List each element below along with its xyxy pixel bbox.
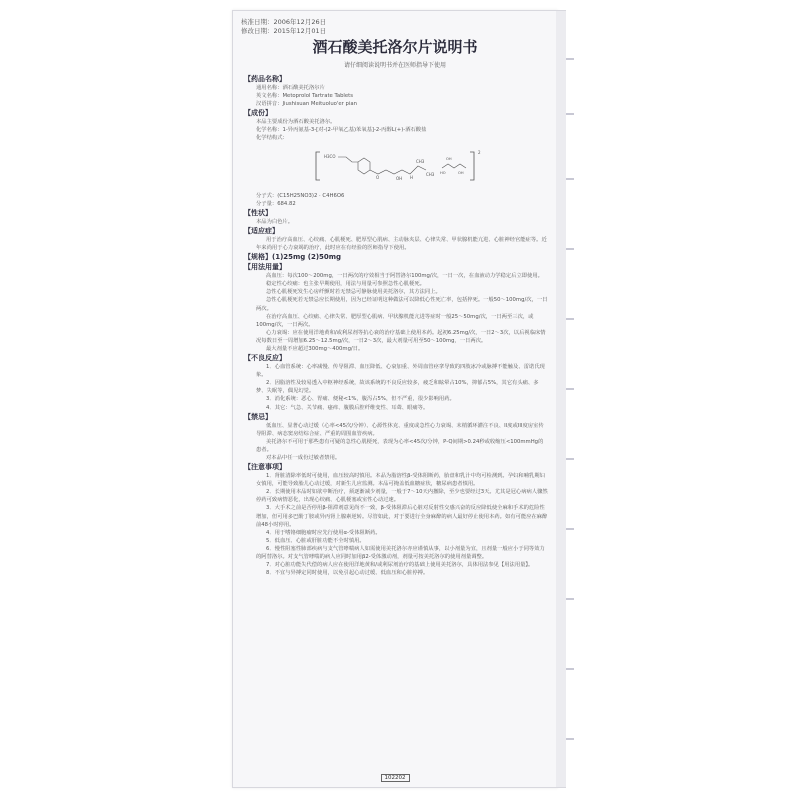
document-title: 酒石酸美托洛尔片说明书: [312, 38, 478, 56]
section-heading-indications: 【适应症】: [244, 226, 279, 235]
dosage-paragraph: 在治疗高血压、心绞痛、心律失常、肥厚型心肌病、甲状腺机能亢进等症时一般25～50mg/次，一日两至三次，或100mg/次，一日两次。: [256, 313, 534, 328]
section-heading-precautions: 【注意事项】: [244, 463, 286, 472]
english-name: 英文名称：Metoprolol Tartrate Tablets: [256, 93, 353, 100]
indications-text: 用于治疗高血压、心绞痛、心肌梗死、肥厚型心肌病、主动脉夹层、心律失常、甲状腺机能亢进、心脏神经官能症等。近年来尚用于心力衰竭的治疗，此时应在有经验的医师指导下使用。: [256, 236, 547, 252]
revision-date: 修改日期：2015年12月01日: [241, 27, 327, 35]
appearance-text: 本品为白色片。: [256, 218, 294, 225]
approval-date: 核准日期：2006年12月26日: [241, 18, 327, 26]
insert-content: [244, 74, 548, 577]
print-code: [233, 764, 557, 783]
svg-text:O: O: [376, 174, 380, 180]
precaution-item: 5．低血压、心脏或肝脏功能不全时慎用。: [266, 537, 365, 544]
contraindication-paragraph: 美托洛尔不可用于那些患有可疑的急性心肌梗死，表现为心率<45次/分钟，P-Q间期>0.24秒或收缩压<100mmHg的患者。: [256, 438, 544, 453]
precaution-item: 7．对心脏功能失代偿的病人应在使用洋地黄和/或利尿剂治疗的基础上使用美托洛尔，具体用法参见【用法用量】。: [266, 562, 534, 569]
section-heading-dosage: 【用法用量】: [244, 263, 286, 272]
precaution-item: 1．肾脏清除率低时可使用，血压较高时慎用。本品为脂溶性β-受体阻断药，胎盘和乳汁中均可检测到。孕妇和哺乳期妇女慎用，可能导致胎儿心动过缓，对新生儿应监测。本品可掩盖低血糖症状，糖尿病患者慎用。: [256, 473, 545, 488]
precaution-item: 6．慢性阻塞性肺部疾病与支气管哮喘病人如需使用美托洛尔亦应谨慎从事，以小剂量为宜，且剂量一般应小于同等效力的阿替洛尔。对支气管哮喘的病人应同时加用β2-受体激动剂，剂量可按美托洛尔的使用剂量调整。: [256, 545, 545, 561]
contraindication-paragraph: 低血压、显著心动过缓（心率<45次/分钟）、心源性休克、重度或急性心力衰竭、末梢循环灌注不良、II度或III度房室传导阻滞、病态窦房结综合症、严重的周围血管疾病。: [256, 422, 544, 437]
folded-edge: [556, 10, 566, 788]
svg-text:2: 2: [478, 149, 481, 155]
svg-text:H: H: [410, 174, 414, 180]
dosage-paragraph: 急性心肌梗死若无禁忌应长期使用，因为已经证明这种做法可以降低心性死亡率，包括猝死。一般50～100mg/次，一日两次。: [256, 297, 548, 312]
document-dates: [241, 18, 326, 36]
structure-label: 化学结构式：: [256, 135, 288, 142]
section-heading-adverse-reactions: 【不良反应】: [244, 354, 286, 363]
molecular-formula: 分子式：(C15H25NO3)2 · C4H6O6: [256, 192, 345, 199]
section-heading-specification: 【规格】(1)25mg (2)50mg: [244, 253, 342, 262]
generic-name: 通用名称：酒石酸美托洛尔片: [256, 85, 325, 91]
adverse-reaction-item: 3．消化系统：恶心、胃痛、便秘<1%，腹泻占5%，但不严重，很少影响用药。: [266, 396, 455, 403]
section-heading-drug-name: 【药品名称】: [244, 75, 286, 83]
precaution-item: 3．大手术之前是否停用β-阻滞剂意见尚不一致，β-受体阻滞后心脏对反射性交感兴奋的反应降低使全麻和手术的危险性增加，但可用多巴酚丁胺或异丙肾上腺素逆转。尽管如此，对于要进行全身麻醉的病人最好停止使用本药。如有可能应在麻醉前48小时停用。: [256, 505, 548, 528]
document-subtitle: 请仔细阅读说明书并在医师指导下使用: [343, 62, 446, 69]
adverse-reaction-item: 1．心血管系统：心率减慢、传导阻滞、血压降低、心衰加重、外周血管痉挛导致的四肢冰冷或脉搏不能触及、雷诺氏现象。: [256, 364, 545, 379]
svg-text:OH: OH: [446, 156, 452, 161]
svg-text:CH3: CH3: [416, 158, 425, 164]
adverse-reaction-item: 4．其它：气急、关节痛、瘙痒、腹膜后腔纤维变性、耳聋、眼痛等。: [266, 404, 429, 411]
precaution-item: 2．长期使用本品时如欲中断治疗，须逐渐减少剂量，一般于7～10天内撤除，至少也要经过3天。尤其是冠心病病人骤然停药可致病情恶化，出现心绞痛、心肌梗塞或室性心动过速。: [256, 489, 548, 504]
precaution-item: 4．用于嗜铬细胞瘤时应先行使用α-受体阻断药。: [266, 529, 381, 536]
dosage-paragraph: 高血压：每次100～200mg，一日两次的疗效相当于阿替洛尔100mg/次，一日一次，在血液动力学稳定后立即使用。: [266, 273, 543, 280]
package-insert: [232, 10, 558, 788]
dosage-paragraph: 心力衰竭：应在使用洋地黄和/或利尿剂等抗心衰的治疗基础上使用本药。起初6.25mg/次，一日2～3次，以后视临床情况每数日至一周增加6.25～12.5mg/次，一日2～3次，最大剂量可用至50～100mg，一日两次。: [256, 329, 546, 344]
contraindication-paragraph: 对本品中任一成份过敏者禁用。: [266, 455, 341, 461]
print-code-label: 102202: [381, 774, 410, 782]
precaution-item: 8．不宜与异搏定同时使用，以免引起心动过缓、低血压和心脏停搏。: [266, 570, 429, 577]
dosage-paragraph: 急性心肌梗死发生心房纤颤时若无禁忌可静脉使用美托洛尔，其方法同上。: [266, 289, 441, 296]
section-heading-appearance: 【性状】: [244, 208, 272, 217]
dosage-paragraph: 稳定性心绞痛：也主张早期使用，用法与用量可参照急性心肌梗死。: [266, 281, 425, 288]
chemical-name: 化学名称：1-异丙氨基-3-[对-(2-甲氧乙基)苯氧基]-2-丙醇L(+)-酒石酸盐: [256, 127, 427, 134]
svg-text:HO: HO: [440, 170, 446, 175]
ingredient-main: 本品主要成份为酒石酸美托洛尔。: [256, 119, 336, 126]
adverse-reaction-item: 2．因脂溶性及较易透入中枢神经系统，故该系统的不良反应较多，疲乏和眩晕占10%，抑郁占5%，其它有头痛、多梦、失眠等，偶见幻觉。: [256, 380, 539, 395]
svg-text:H3CO: H3CO: [324, 153, 336, 159]
dosage-paragraph: 最大剂量不应超过300mg～400mg/日。: [266, 345, 364, 352]
svg-text:CH3: CH3: [426, 171, 435, 177]
chemical-structure-diagram: [312, 146, 512, 186]
section-heading-ingredients: 【成份】: [244, 109, 272, 118]
section-heading-contraindications: 【禁忌】: [244, 412, 272, 421]
pinyin-name: 汉语拼音：Jiushisuan Meituoluo'er pian: [256, 101, 357, 108]
svg-text:OH: OH: [396, 175, 403, 181]
svg-text:OH: OH: [458, 170, 464, 175]
molecular-weight: 分子量：684.82: [256, 200, 296, 207]
folded-edge-marks: [566, 18, 574, 778]
